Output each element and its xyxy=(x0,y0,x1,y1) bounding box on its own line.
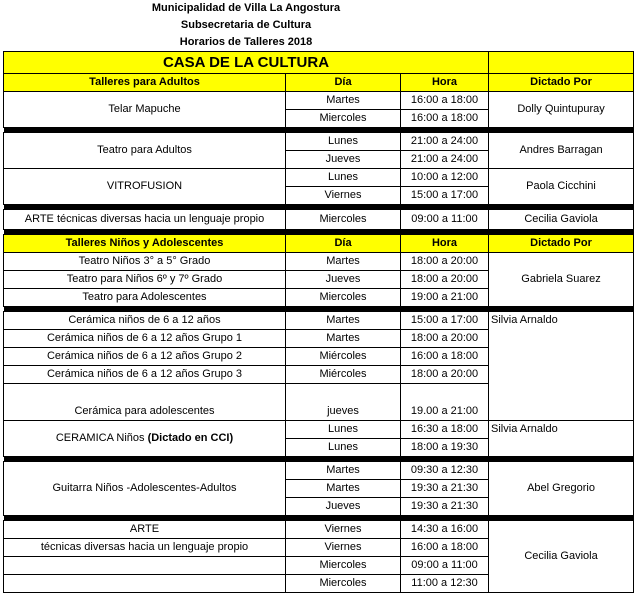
time-cell: 21:00 a 24:00 xyxy=(401,151,489,169)
time-cell: 19:30 a 21:30 xyxy=(401,498,489,516)
day-cell: Miércoles xyxy=(286,348,401,366)
time-cell: 18:00 a 19:30 xyxy=(401,439,489,457)
spreadsheet xyxy=(3,0,633,593)
table-row xyxy=(4,421,634,439)
teacher-cell: Cecilia Gaviola xyxy=(489,210,634,230)
workshop-name xyxy=(4,421,286,457)
workshop-name: VITROFUSION xyxy=(4,169,286,205)
day-cell: Martes xyxy=(286,480,401,498)
time-cell: 10:00 a 12:00 xyxy=(401,169,489,187)
teacher-cell: Abel Gregorio xyxy=(489,462,634,516)
workshop-name: Teatro para Adultos xyxy=(4,133,286,169)
day-cell: Miercoles xyxy=(286,557,401,575)
workshop-name: Teatro para Niños 6º y 7º Grado xyxy=(4,271,286,289)
col-header-dia: Día xyxy=(286,235,401,253)
time-cell: 18:00 a 20:00 xyxy=(401,366,489,384)
day-cell: Viernes xyxy=(286,539,401,557)
day-cell: Martes xyxy=(286,330,401,348)
workshop-name: Cerámica niños de 6 a 12 años Grupo 3 xyxy=(4,366,286,384)
day-cell: Jueves xyxy=(286,151,401,169)
col-header-dictado: Dictado Por xyxy=(489,74,634,92)
workshop-name: ARTE xyxy=(4,521,286,539)
teacher-cell: Dolly Quintupuray xyxy=(489,92,634,128)
teacher-cell: Cecilia Gaviola xyxy=(489,521,634,593)
time-cell: 11:00 a 12:30 xyxy=(401,575,489,593)
col-header-taller: Talleres Niños y Adolescentes xyxy=(4,235,286,253)
time-cell: 16:00 a 18:00 xyxy=(401,539,489,557)
table-row xyxy=(4,312,634,330)
day-cell: Miercoles xyxy=(286,575,401,593)
day-cell: Lunes xyxy=(286,421,401,439)
workshop-name-text: CERAMICA Niños xyxy=(55,432,148,444)
teacher-cell: Silvia Arnaldo xyxy=(489,312,634,421)
time-cell: 16:00 a 18:00 xyxy=(401,92,489,110)
teacher-cell: Paola Cicchini xyxy=(489,169,634,205)
workshop-name-note: (Dictado en CCI) xyxy=(147,432,234,444)
table-row xyxy=(4,253,634,271)
schedule-table xyxy=(3,0,634,593)
workshop-name: Cerámica niños de 6 a 12 años xyxy=(4,312,286,330)
time-cell: 15:00 a 17:00 xyxy=(401,187,489,205)
column-header-row xyxy=(4,74,634,92)
time-cell: 09:00 a 11:00 xyxy=(401,210,489,230)
column-header-row xyxy=(4,235,634,253)
col-header-dia: Día xyxy=(286,74,401,92)
teacher-cell: Gabriela Suarez xyxy=(489,253,634,307)
time-cell: 15:00 a 17:00 xyxy=(401,312,489,330)
day-cell: Miercoles xyxy=(286,289,401,307)
teacher-cell: Silvia Arnaldo xyxy=(489,421,634,457)
col-header-hora: Hora xyxy=(401,235,489,253)
time-cell: 18:00 a 20:00 xyxy=(401,330,489,348)
time-cell: 16:00 a 18:00 xyxy=(401,110,489,128)
day-cell: Jueves xyxy=(286,271,401,289)
time-cell: 14:30 a 16:00 xyxy=(401,521,489,539)
day-cell: Viernes xyxy=(286,187,401,205)
time-cell: 18:00 a 20:00 xyxy=(401,253,489,271)
workshop-name: Teatro para Adolescentes xyxy=(4,289,286,307)
header-row xyxy=(4,34,634,52)
workshop-name: Cerámica niños de 6 a 12 años Grupo 2 xyxy=(4,348,286,366)
col-header-dictado: Dictado Por xyxy=(489,235,634,253)
table-row xyxy=(4,92,634,110)
table-row xyxy=(4,521,634,539)
day-cell: Martes xyxy=(286,462,401,480)
day-cell: Martes xyxy=(286,312,401,330)
workshop-name: Guitarra Niños -Adolescentes-Adultos xyxy=(4,462,286,516)
time-cell: 16:00 a 18:00 xyxy=(401,348,489,366)
title-row xyxy=(4,52,634,74)
day-cell: Martes xyxy=(286,253,401,271)
table-row xyxy=(4,133,634,151)
time-cell: 18:00 a 20:00 xyxy=(401,271,489,289)
time-cell: 09:30 a 12:30 xyxy=(401,462,489,480)
day-cell: Jueves xyxy=(286,498,401,516)
table-row xyxy=(4,169,634,187)
table-row xyxy=(4,462,634,480)
header-row xyxy=(4,0,634,17)
day-cell: Lunes xyxy=(286,439,401,457)
workshop-name: ARTE técnicas diversas hacia un lenguaje propio xyxy=(4,210,286,230)
header-row xyxy=(4,17,634,34)
teacher-cell: Andres Barragan xyxy=(489,133,634,169)
header-subsecretaria: Subsecretaria de Cultura xyxy=(180,19,312,31)
day-cell: Martes xyxy=(286,92,401,110)
day-cell: Miercoles xyxy=(286,210,401,230)
time-cell: 19:30 a 21:30 xyxy=(401,480,489,498)
col-header-hora: Hora xyxy=(401,74,489,92)
day-cell: Miércoles xyxy=(286,366,401,384)
time-cell: 16:30 a 18:00 xyxy=(401,421,489,439)
day-cell: Viernes xyxy=(286,521,401,539)
workshop-name: Cerámica para adolescentes xyxy=(4,384,286,421)
header-municipality: Municipalidad de Villa La Angostura xyxy=(151,2,341,14)
workshop-name: Telar Mapuche xyxy=(4,92,286,128)
time-cell: 19.00 a 21:00 xyxy=(401,384,489,421)
day-cell: Lunes xyxy=(286,133,401,151)
workshop-name: Teatro Niños 3° a 5° Grado xyxy=(4,253,286,271)
day-cell: Lunes xyxy=(286,169,401,187)
workshop-name: Cerámica niños de 6 a 12 años Grupo 1 xyxy=(4,330,286,348)
day-cell: jueves xyxy=(286,384,401,421)
time-cell: 21:00 a 24:00 xyxy=(401,133,489,151)
time-cell: 19:00 a 21:00 xyxy=(401,289,489,307)
workshop-name: técnicas diversas hacia un lenguaje propio xyxy=(4,539,286,557)
col-header-taller: Talleres para Adultos xyxy=(4,74,286,92)
header-horarios: Horarios de Talleres 2018 xyxy=(179,36,313,48)
page-title: CASA DE LA CULTURA xyxy=(4,52,489,74)
table-row xyxy=(4,210,634,230)
day-cell: Miercoles xyxy=(286,110,401,128)
time-cell: 09:00 a 11:00 xyxy=(401,557,489,575)
